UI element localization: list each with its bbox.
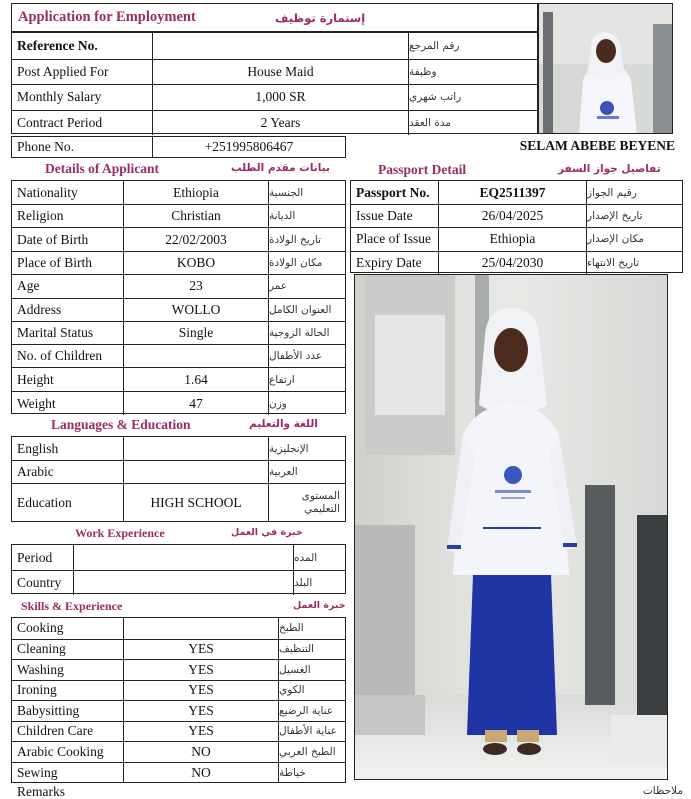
table-row (351, 181, 682, 204)
row-value: Ethiopia (123, 181, 268, 204)
row-label: Washing (17, 661, 64, 677)
phone-label: Phone No. (17, 139, 74, 154)
languages-heading (11, 414, 346, 436)
remarks-label: Remarks (17, 784, 65, 799)
row-label: Education (17, 494, 72, 510)
row-label-ar: الحالة الزوجية (268, 322, 345, 345)
table-row (12, 460, 345, 483)
remarks-row (11, 783, 683, 799)
row-label-ar: الطبخ العربي (278, 742, 345, 762)
row-value: YES (123, 701, 278, 721)
row-label: Issue Date (356, 208, 413, 223)
row-label-ar: رقم المرجع (408, 33, 537, 59)
passport-heading-en: Passport Detail (378, 162, 467, 177)
table-row (12, 618, 345, 639)
table-row (12, 639, 345, 660)
row-value (73, 571, 293, 595)
row-label-ar: عناية الرضيع (278, 701, 345, 721)
row-label: Sewing (17, 764, 58, 780)
row-label-ar: عمر (268, 275, 345, 298)
table-row (12, 298, 345, 321)
row-value: 25/04/2030 (438, 252, 586, 275)
row-value (123, 618, 278, 639)
table-row (12, 321, 345, 345)
row-value: KOBO (123, 252, 268, 274)
row-value: 23 (123, 275, 268, 298)
row-label: Religion (17, 208, 64, 223)
row-label-ar: الجنسية (268, 181, 345, 204)
table-row (12, 741, 345, 762)
table-row (12, 367, 345, 391)
table-row (12, 181, 345, 204)
row-label: Ironing (17, 682, 57, 698)
row-value: 47 (123, 392, 268, 415)
row-label: Country (17, 575, 62, 590)
row-value (123, 345, 268, 367)
details-heading (11, 158, 346, 180)
row-label-ar: الإنجليزية (268, 437, 345, 460)
applicant-name: SELAM ABEBE BEYENE (519, 138, 675, 153)
row-label-ar: الغسيل (278, 660, 345, 680)
table-row (12, 659, 345, 680)
work-heading-en: Work Experience (75, 526, 165, 540)
passport-table (350, 180, 683, 273)
table-row (12, 344, 345, 367)
row-label: Expiry Date (356, 254, 422, 270)
row-label: Place of Birth (17, 255, 92, 270)
row-label: Marital Status (17, 324, 94, 340)
phone-row (11, 136, 346, 158)
row-value: Christian (123, 205, 268, 227)
row-value: 1,000 SR (152, 85, 408, 110)
details-heading-en: Details of Applicant (45, 161, 160, 176)
row-label: Cooking (17, 620, 64, 636)
row-value (123, 437, 268, 460)
table-row (12, 700, 345, 721)
portrait-photo (538, 3, 673, 134)
row-label: Cleaning (17, 641, 66, 657)
passport-heading (350, 158, 675, 180)
table-row (12, 251, 345, 274)
row-label: Passport No. (356, 184, 430, 200)
row-value: HIGH SCHOOL (123, 484, 268, 521)
row-label-ar: المده (293, 545, 345, 570)
row-label-ar: خياطة (278, 763, 345, 784)
table-row (12, 762, 345, 784)
row-label-ar: تاريخ الانتهاء (586, 252, 682, 275)
form-header (11, 3, 538, 32)
table-row (12, 680, 345, 701)
table-row (12, 204, 345, 227)
row-label: Arabic (17, 464, 54, 479)
row-value: House Maid (152, 60, 408, 85)
row-value: NO (123, 763, 278, 784)
row-label-ar: مكان الإصدار (586, 228, 682, 251)
form-title-en: Application for Employment (18, 9, 196, 25)
row-label: Date of Birth (17, 231, 89, 247)
work-heading (11, 522, 346, 544)
full-body-photo-image (355, 275, 668, 780)
table-row (12, 545, 345, 570)
table-row (12, 570, 345, 595)
row-value (123, 461, 268, 483)
form-title-ar: إستمارة توظيف (275, 10, 366, 25)
remarks-label-ar: ملاحظات (642, 785, 683, 797)
row-label: Arabic Cooking (17, 743, 104, 759)
skills-heading (11, 595, 346, 617)
table-row (351, 204, 682, 227)
row-label-ar: مدة العقد (408, 111, 537, 136)
row-label: Age (17, 278, 40, 294)
work-table (11, 544, 346, 594)
row-label: Period (17, 549, 53, 565)
row-label-ar: مكان الولادة (268, 252, 345, 274)
row-label-ar: العنوان الكامل (268, 299, 345, 321)
row-label: English (17, 440, 59, 456)
row-label-ar: البلد (293, 571, 345, 595)
row-value: YES (123, 640, 278, 660)
row-label-ar: عدد الأطفال (268, 345, 345, 367)
table-row (12, 274, 345, 298)
row-label-ar: راتب شهري (408, 85, 537, 110)
row-value: NO (123, 742, 278, 762)
top-info-table (11, 32, 538, 134)
row-label: Monthly Salary (17, 89, 102, 105)
skills-heading-en: Skills & Experience (21, 599, 123, 613)
languages-table (11, 436, 346, 522)
row-value: Ethiopia (438, 228, 586, 251)
row-label-ar: رقيم الجواز (586, 181, 682, 204)
row-label-ar: تاريخ الولادة (268, 228, 345, 251)
row-label-ar: الكوي (278, 681, 345, 701)
row-value: WOLLO (123, 299, 268, 321)
row-value: YES (123, 660, 278, 680)
row-value (152, 33, 408, 59)
table-row (12, 59, 537, 85)
row-label-ar: العربية (268, 461, 345, 483)
skills-table (11, 617, 346, 783)
row-label-ar: ارتفاع (268, 368, 345, 391)
phone-value: +251995806467 (152, 137, 345, 157)
details-heading-ar: بيانات مقدم الطلب (231, 162, 330, 174)
row-label-ar: المستوى التعليمي (268, 484, 345, 521)
row-label-ar: تاريخ الإصدار (586, 205, 682, 227)
row-label: Reference No. (17, 37, 98, 53)
row-label: Nationality (17, 184, 78, 200)
row-label: Place of Issue (356, 231, 431, 247)
table-row (12, 437, 345, 460)
row-value (73, 545, 293, 570)
row-label: Contract Period (17, 114, 103, 130)
row-label: Babysitting (17, 702, 80, 718)
work-heading-ar: خبرة في العمل (231, 527, 303, 538)
table-row (12, 721, 345, 742)
skills-heading-ar: خبرة العمل (293, 600, 346, 611)
row-label: Post Applied For (17, 63, 109, 79)
row-value: YES (123, 681, 278, 701)
row-label-ar: التنظيف (278, 640, 345, 660)
row-value: 22/02/2003 (123, 228, 268, 251)
languages-heading-ar: اللغة والتعليم (249, 418, 318, 430)
table-row (12, 227, 345, 251)
details-table (11, 180, 346, 414)
row-label: Height (17, 371, 54, 387)
row-value: 1.64 (123, 368, 268, 391)
row-label-ar: وظيفة (408, 60, 537, 85)
row-label: Weight (17, 395, 56, 411)
table-row (351, 251, 682, 275)
portrait-photo-image (539, 4, 673, 134)
row-label: Address (17, 301, 62, 317)
row-value: EQ2511397 (438, 181, 586, 204)
table-row (12, 110, 537, 136)
table-row (351, 227, 682, 251)
row-label: Children Care (17, 723, 94, 739)
row-value: 26/04/2025 (438, 205, 586, 227)
row-label-ar: الديانة (268, 205, 345, 227)
full-body-photo (354, 274, 668, 780)
table-row (12, 84, 537, 110)
row-label-ar: عناية الأطفال (278, 722, 345, 742)
row-label-ar: الطبخ (278, 618, 345, 639)
row-value: Single (123, 322, 268, 345)
languages-heading-en: Languages & Education (51, 417, 191, 432)
row-value: YES (123, 722, 278, 742)
table-row (12, 483, 345, 521)
table-row (12, 391, 345, 415)
table-row (12, 33, 537, 59)
row-label-ar: وزن (268, 392, 345, 415)
row-label: No. of Children (17, 348, 103, 363)
row-value: 2 Years (152, 111, 408, 136)
passport-heading-ar: تفاصيل جواز السفر (558, 163, 661, 175)
